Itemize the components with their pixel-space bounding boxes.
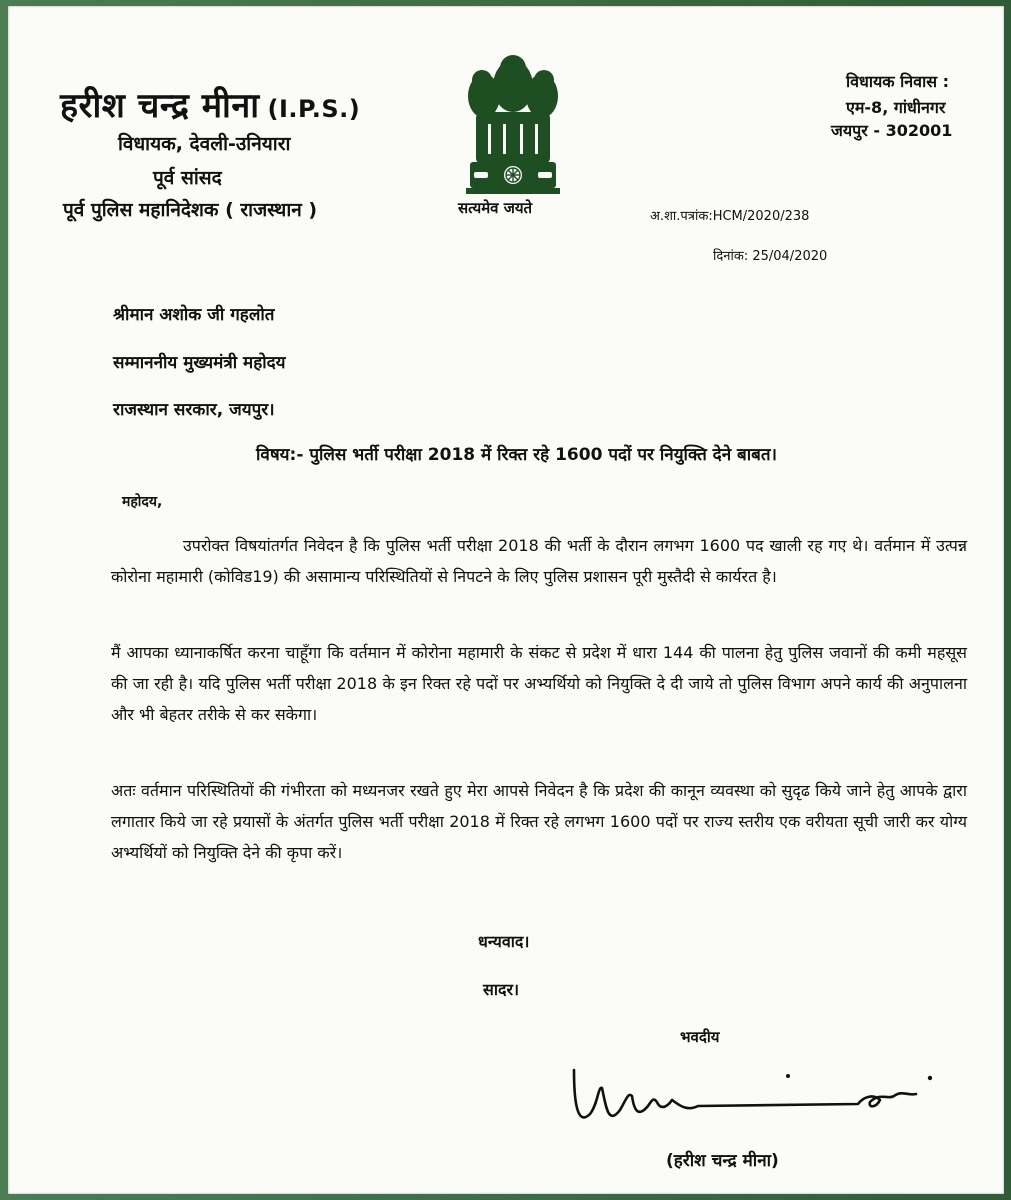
residence-city: जयपुर - 302001: [831, 121, 953, 140]
sender-designation-ex-dgp: पूर्व पुलिस महानिदेशक ( राजस्थान ): [63, 199, 318, 221]
letter-page: [8, 6, 1004, 1194]
body-paragraph-2: मैं आपका ध्यानाकर्षित करना चाहूँगा कि वर्तमान में कोरोना महामारी के संकट से प्रदेश में धारा 144 की पालना हेतु पुलिस जवानों की कमी महसूस की जा रही है। यदि पुलिस भर्ती परीक्षा 2018 के इन रिक्त रहे पदों पर अभ्यर्थियो को नियुक्ति दे दी जाये तो पुलिस विभाग अपने कार्य की अनुपालना और भी बेहतर तरीके से कर सकेगा।: [111, 643, 967, 724]
addressee-title: सम्माननीय मुख्यमंत्री महोदय: [113, 353, 286, 373]
sender-designation-mla: विधायक, देवली-उनियारा: [118, 133, 291, 155]
sender-name: हरीश चन्द्र मीना: [60, 86, 260, 126]
closing-yours: भवदीय: [680, 1028, 720, 1046]
sender-name-line: [60, 81, 360, 127]
subject-line: विषय:- पुलिस भर्ती परीक्षा 2018 में रिक्त रहे 1600 पदों पर नियुक्ति देने बाबत।: [256, 445, 778, 465]
signatory-name: (हरीश चन्द्र मीना): [666, 1151, 779, 1171]
addressee-office: राजस्थान सरकार, जयपुर।: [113, 400, 275, 420]
sender-qualification: (I.P.S.): [267, 95, 361, 123]
letter-date: दिनांक: 25/04/2020: [713, 249, 828, 264]
reference-number: अ.शा.पत्रांक:HCM/2020/238: [650, 209, 810, 224]
residence-street: एम-8, गांधीनगर: [846, 98, 946, 117]
body-paragraph-1: उपरोक्त विषयांतर्गत निवेदन है कि पुलिस भर्ती परीक्षा 2018 की भर्ती के दौरान लगभग 1600 पद खाली रह गए थे। वर्तमान में उत्पन्न कोरोना महामारी (कोविड19) की असामान्य परिस्थितियों से निपटने के लिए पुलिस प्रशासन पूरी मुस्तैदी से कार्यरत है।: [111, 536, 967, 586]
handwritten-signature: [568, 1066, 943, 1136]
residence-label: विधायक निवास :: [846, 72, 950, 91]
emblem-motto: सत्यमेव जयते: [458, 199, 533, 217]
sender-designation-ex-mp: पूर्व सांसद: [153, 167, 222, 189]
salutation: महोदय,: [122, 494, 163, 510]
national-emblem-icon: [448, 46, 578, 216]
addressee-name: श्रीमान अशोक जी गहलोत: [113, 305, 275, 325]
body-paragraph-3: अतः वर्तमान परिस्थितियों की गंभीरता को मध्यनजर रखते हुए मेरा आपसे निवेदन है कि प्रदेश की कानून व्यवस्था को सुदृढ किये जाने हेतु आपके द्वारा लगातार किये जा रहे प्रयासों के अंतर्गत पुलिस भर्ती परीक्षा 2018 में रिक्त रहे लगभग 1600 पदों पर राज्य स्तरीय एक वरीयता सूची जारी कर योग्य अभ्यर्थियों को नियुक्ति देने की कृपा करें।: [111, 781, 967, 862]
closing-regards: सादर।: [483, 980, 520, 999]
closing-thanks: धन्यवाद।: [478, 932, 530, 951]
